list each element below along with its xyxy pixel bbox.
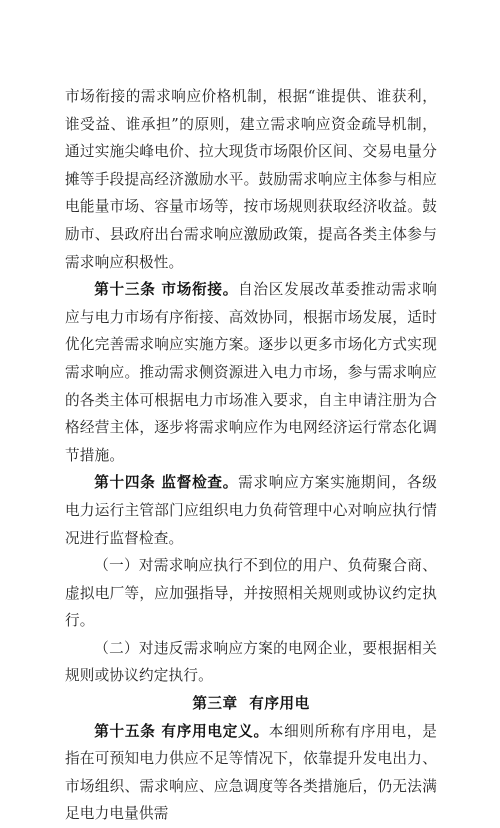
- article-14-paragraph: [65, 469, 437, 552]
- article-15-paragraph: [65, 718, 437, 828]
- article-15-heading: 第十五条 有序用电定义。: [94, 722, 269, 740]
- chapter-number: 第三章: [192, 695, 238, 713]
- article-14-item-1-text: （一）对需求响应执行不到位的用户、负荷聚合商、虚拟电厂等，应加强指导，并按照相关规则或协议约定执行。: [65, 557, 437, 630]
- document-body: [65, 83, 437, 828]
- chapter-title: 有序用电: [249, 695, 310, 713]
- article-13-paragraph: [65, 276, 437, 469]
- article-15-text: 本细则所称有序用电，是指在可预知电力供应不足等情况下，依靠提升发电出力、市场组织、需求响应、应急调度等各类措施后，仍无法满足电力电量供需: [65, 722, 437, 823]
- article-14-heading: 第十四条 监督检查。: [94, 474, 239, 492]
- article-14-text: 需求响应方案实施期间，各级电力运行主管部门应组织电力负荷管理中心对响应执行情况进行监督检查。: [65, 474, 437, 547]
- article-14-item-2-text: （二）对违反需求响应方案的电网企业，要根据相关规则或协议约定执行。: [65, 639, 437, 685]
- chapter-heading: [65, 690, 437, 718]
- article-13-heading: 第十三条 市场衔接。: [94, 281, 239, 299]
- article-14-item-1: [65, 552, 437, 635]
- article-14-item-2: [65, 635, 437, 690]
- paragraph-1-text: 市场衔接的需求响应价格机制，根据“谁提供、谁获利，谁受益、谁承担”的原则，建立需求响应资金疏导机制，通过实施尖峰电价、拉大现货市场限价区间、交易电量分摊等手段提高经济激励水平。鼓励需求响应主体参与相应电能量市场、容量市场等，按市场规则获取经济收益。鼓励市、县政府出台需求响应激励政策，提高各类主体参与需求响应积极性。: [65, 88, 437, 271]
- paragraph-1: [65, 83, 437, 276]
- article-13-text: 自治区发展改革委推动需求响应与电力市场有序衔接、高效协同，根据市场发展，适时优化完善需求响应实施方案。逐步以更多市场化方式实现需求响应。推动需求侧资源进入电力市场，参与需求响应的各类主体可根据电力市场准入要求，自主申请注册为合格经营主体，逐步将需求响应作为电网经济运行常态化调节措施。: [65, 281, 437, 464]
